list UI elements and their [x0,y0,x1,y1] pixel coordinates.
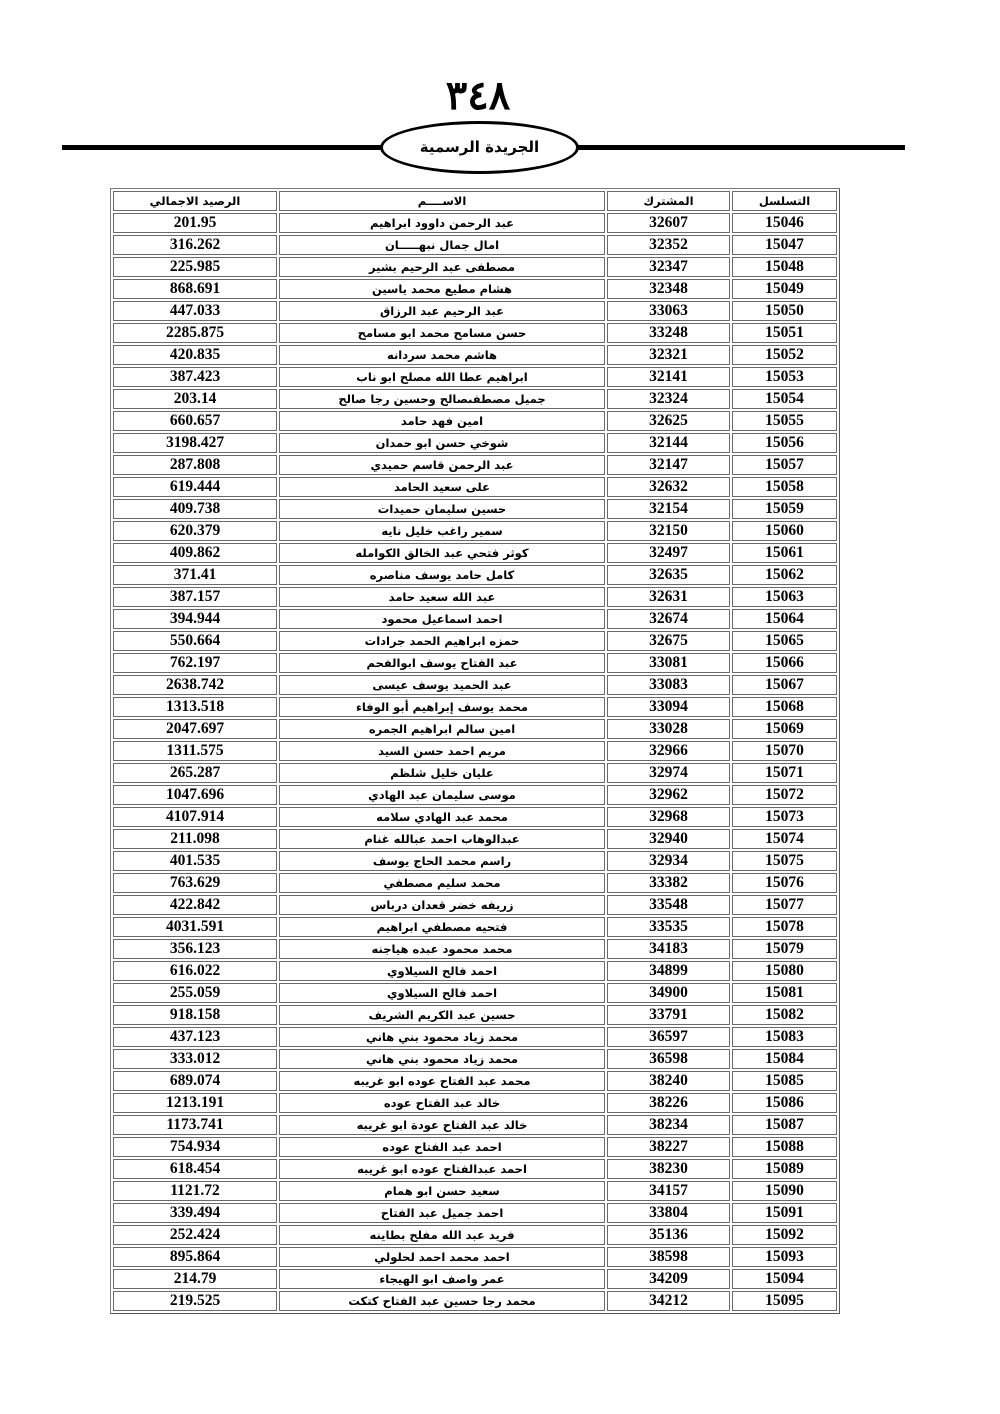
cell-balance: 394.944 [113,609,277,629]
table-row [113,367,837,387]
table-row [113,829,837,849]
cell-serial: 15057 [732,455,837,475]
cell-balance: 895.864 [113,1247,277,1267]
cell-subscriber: 32147 [607,455,730,475]
table-row [113,389,837,409]
cell-subscriber: 32962 [607,785,730,805]
cell-subscriber: 33083 [607,675,730,695]
cell-name: سمير راغب خليل نايه [279,521,605,541]
cell-name: حمزه ابراهيم الحمد جرادات [279,631,605,651]
cell-subscriber: 33548 [607,895,730,915]
table-row [113,257,837,277]
table-row [113,653,837,673]
table-row [113,301,837,321]
cell-serial: 15078 [732,917,837,937]
table-row [113,895,837,915]
cell-subscriber: 32150 [607,521,730,541]
cell-balance: 1311.575 [113,741,277,761]
cell-name: احمد فالح السيلاوي [279,961,605,981]
column-header-name: الاســــم [279,191,605,211]
cell-serial: 15086 [732,1093,837,1113]
cell-subscriber: 32625 [607,411,730,431]
table-row [113,961,837,981]
cell-name: امين فهد حامد [279,411,605,431]
cell-serial: 15046 [732,213,837,233]
cell-serial: 15095 [732,1291,837,1311]
table-row [113,1049,837,1069]
cell-subscriber: 33081 [607,653,730,673]
table-row [113,917,837,937]
table-row [113,1093,837,1113]
cell-name: احمد عبدالفتاح عوده ابو غريبه [279,1159,605,1179]
table-row [113,1027,837,1047]
cell-name: موسى سليمان عبد الهادي [279,785,605,805]
cell-subscriber: 34900 [607,983,730,1003]
cell-serial: 15058 [732,477,837,497]
cell-name: خالد عبد الفتاح عودة ابو غريبه [279,1115,605,1135]
cell-subscriber: 35136 [607,1225,730,1245]
cell-serial: 15060 [732,521,837,541]
cell-serial: 15091 [732,1203,837,1223]
cell-balance: 4107.914 [113,807,277,827]
table-row [113,785,837,805]
cell-subscriber: 32352 [607,235,730,255]
table-row [113,1137,837,1157]
cell-serial: 15073 [732,807,837,827]
page-number: ٣٤٨ [445,72,511,119]
cell-name: عبد الرحمن قاسم حميدي [279,455,605,475]
cell-balance: 401.535 [113,851,277,871]
cell-serial: 15084 [732,1049,837,1069]
table-row [113,1115,837,1135]
table-row [113,565,837,585]
cell-balance: 1173.741 [113,1115,277,1135]
cell-subscriber: 32497 [607,543,730,563]
cell-name: هاشم محمد سردانه [279,345,605,365]
cell-balance: 918.158 [113,1005,277,1025]
cell-balance: 1213.191 [113,1093,277,1113]
table-row [113,1203,837,1223]
cell-balance: 409.738 [113,499,277,519]
cell-balance: 689.074 [113,1071,277,1091]
cell-balance: 1313.518 [113,697,277,717]
cell-name: ابراهيم عطا الله مصلح ابو ناب [279,367,605,387]
cell-balance: 3198.427 [113,433,277,453]
table-row [113,675,837,695]
cell-subscriber: 32968 [607,807,730,827]
cell-name: محمد محمود عبده هياجنه [279,939,605,959]
cell-serial: 15090 [732,1181,837,1201]
cell-serial: 15050 [732,301,837,321]
cell-serial: 15062 [732,565,837,585]
cell-serial: 15070 [732,741,837,761]
cell-serial: 15048 [732,257,837,277]
cell-serial: 15052 [732,345,837,365]
cell-name: سعيد حسن ابو همام [279,1181,605,1201]
cell-balance: 225.985 [113,257,277,277]
cell-balance: 387.157 [113,587,277,607]
column-header-subscriber: المشترك [607,191,730,211]
cell-serial: 15085 [732,1071,837,1091]
table-row [113,543,837,563]
cell-serial: 15069 [732,719,837,739]
table-row [113,1247,837,1267]
cell-subscriber: 32675 [607,631,730,651]
cell-serial: 15081 [732,983,837,1003]
cell-serial: 15066 [732,653,837,673]
table-row [113,1071,837,1091]
cell-serial: 15071 [732,763,837,783]
cell-name: حسين عبد الكريم الشريف [279,1005,605,1025]
cell-name: محمد عبد الفتاح عوده ابو غريبه [279,1071,605,1091]
cell-name: احمد محمد احمد لحلولي [279,1247,605,1267]
cell-subscriber: 32631 [607,587,730,607]
cell-balance: 339.494 [113,1203,277,1223]
cell-name: جميل مصطفىصالح وحسين رجا صالح [279,389,605,409]
cell-serial: 15094 [732,1269,837,1289]
table-header-row [113,191,837,211]
table-row [113,213,837,233]
cell-balance: 763.629 [113,873,277,893]
cell-serial: 15067 [732,675,837,695]
cell-subscriber: 32940 [607,829,730,849]
cell-subscriber: 38230 [607,1159,730,1179]
cell-subscriber: 38226 [607,1093,730,1113]
cell-balance: 2285.875 [113,323,277,343]
cell-subscriber: 32321 [607,345,730,365]
cell-balance: 219.525 [113,1291,277,1311]
cell-balance: 356.123 [113,939,277,959]
cell-subscriber: 36597 [607,1027,730,1047]
cell-serial: 15080 [732,961,837,981]
cell-serial: 15047 [732,235,837,255]
table-row [113,1291,837,1311]
cell-subscriber: 32674 [607,609,730,629]
cell-serial: 15089 [732,1159,837,1179]
cell-balance: 437.123 [113,1027,277,1047]
cell-name: على سعيد الحامد [279,477,605,497]
cell-subscriber: 32966 [607,741,730,761]
cell-serial: 15077 [732,895,837,915]
cell-subscriber: 32324 [607,389,730,409]
cell-balance: 1121.72 [113,1181,277,1201]
publication-title: الجريدة الرسمية [419,138,540,156]
cell-balance: 550.664 [113,631,277,651]
table-row [113,587,837,607]
cell-serial: 15055 [732,411,837,431]
table-row [113,345,837,365]
table-row [113,323,837,343]
cell-subscriber: 32154 [607,499,730,519]
cell-serial: 15088 [732,1137,837,1157]
cell-balance: 618.454 [113,1159,277,1179]
cell-name: حسين سليمان حميدات [279,499,605,519]
cell-subscriber: 33063 [607,301,730,321]
cell-balance: 201.95 [113,213,277,233]
cell-balance: 754.934 [113,1137,277,1157]
cell-name: فتحيه مصطفي ابراهيم [279,917,605,937]
cell-name: حسن مسامح محمد ابو مسامح [279,323,605,343]
cell-name: شوخي حسن ابو حمدان [279,433,605,453]
cell-balance: 255.059 [113,983,277,1003]
cell-subscriber: 33248 [607,323,730,343]
cell-subscriber: 32144 [607,433,730,453]
table-row [113,609,837,629]
cell-balance: 203.14 [113,389,277,409]
cell-serial: 15054 [732,389,837,409]
cell-name: فريد عبد الله مفلح بطاينه [279,1225,605,1245]
table-row [113,433,837,453]
table-row [113,1181,837,1201]
cell-balance: 252.424 [113,1225,277,1245]
cell-balance: 447.033 [113,301,277,321]
cell-balance: 620.379 [113,521,277,541]
subscriber-balance-table [110,188,840,1314]
cell-name: محمد سليم مصطفي [279,873,605,893]
column-header-balance: الرصيد الاجمالي [113,191,277,211]
cell-subscriber: 32974 [607,763,730,783]
cell-serial: 15056 [732,433,837,453]
table-row [113,499,837,519]
cell-balance: 619.444 [113,477,277,497]
cell-serial: 15072 [732,785,837,805]
cell-name: احمد اسماعيل محمود [279,609,605,629]
cell-serial: 15076 [732,873,837,893]
cell-name: امين سالم ابراهيم الجمره [279,719,605,739]
cell-serial: 15051 [732,323,837,343]
cell-serial: 15093 [732,1247,837,1267]
cell-subscriber: 38227 [607,1137,730,1157]
cell-subscriber: 32347 [607,257,730,277]
cell-serial: 15074 [732,829,837,849]
cell-serial: 15079 [732,939,837,959]
cell-serial: 15075 [732,851,837,871]
cell-balance: 420.835 [113,345,277,365]
cell-name: عمر واصف ابو الهيجاء [279,1269,605,1289]
cell-subscriber: 33094 [607,697,730,717]
cell-name: عليان خليل شلظم [279,763,605,783]
cell-name: عبدالوهاب احمد عبالله غنام [279,829,605,849]
cell-balance: 616.022 [113,961,277,981]
cell-subscriber: 32934 [607,851,730,871]
table-row [113,1159,837,1179]
cell-subscriber: 36598 [607,1049,730,1069]
cell-name: عبد الحميد يوسف عيسى [279,675,605,695]
cell-name: محمد عبد الهادي سلامه [279,807,605,827]
cell-serial: 15064 [732,609,837,629]
cell-serial: 15083 [732,1027,837,1047]
cell-subscriber: 34212 [607,1291,730,1311]
cell-name: زريفه خضر قعدان درباس [279,895,605,915]
cell-serial: 15061 [732,543,837,563]
column-header-serial: التسلسل [732,191,837,211]
cell-subscriber: 38240 [607,1071,730,1091]
cell-name: راسم محمد الحاج يوسف [279,851,605,871]
cell-subscriber: 33791 [607,1005,730,1025]
cell-name: محمد يوسف إبراهيم أبو الوفاء [279,697,605,717]
table-row [113,631,837,651]
cell-subscriber: 32141 [607,367,730,387]
cell-subscriber: 34899 [607,961,730,981]
cell-balance: 762.197 [113,653,277,673]
cell-name: احمد جميل عبد الفتاح [279,1203,605,1223]
cell-name: خالد عبد الفتاح عوده [279,1093,605,1113]
cell-subscriber: 32635 [607,565,730,585]
cell-balance: 333.012 [113,1049,277,1069]
cell-balance: 2638.742 [113,675,277,695]
table-row [113,235,837,255]
cell-subscriber: 34209 [607,1269,730,1289]
cell-balance: 409.862 [113,543,277,563]
publication-title-oval [380,121,579,174]
cell-subscriber: 33028 [607,719,730,739]
table-row [113,1269,837,1289]
cell-serial: 15049 [732,279,837,299]
cell-name: عبد الفتاح يوسف ابوالفحم [279,653,605,673]
table-row [113,411,837,431]
table-row [113,279,837,299]
cell-serial: 15053 [732,367,837,387]
cell-name: مصطفى عبد الرحيم بشير [279,257,605,277]
cell-balance: 660.657 [113,411,277,431]
table-body [113,213,837,1311]
cell-subscriber: 32348 [607,279,730,299]
cell-subscriber: 33804 [607,1203,730,1223]
cell-subscriber: 33535 [607,917,730,937]
cell-balance: 1047.696 [113,785,277,805]
cell-balance: 387.423 [113,367,277,387]
cell-name: عبد الله سعيد حامد [279,587,605,607]
cell-name: احمد عبد الفتاح عوده [279,1137,605,1157]
cell-serial: 15092 [732,1225,837,1245]
table-row [113,1225,837,1245]
cell-serial: 15059 [732,499,837,519]
cell-balance: 2047.697 [113,719,277,739]
cell-serial: 15087 [732,1115,837,1135]
cell-name: هشام مطيع محمد ياسين [279,279,605,299]
cell-balance: 422.842 [113,895,277,915]
table-row [113,477,837,497]
table-row [113,741,837,761]
cell-name: امال جمال نبهـــــان [279,235,605,255]
cell-balance: 868.691 [113,279,277,299]
table-row [113,1005,837,1025]
table-row [113,807,837,827]
cell-balance: 4031.591 [113,917,277,937]
cell-serial: 15082 [732,1005,837,1025]
cell-balance: 316.262 [113,235,277,255]
table-row [113,873,837,893]
cell-balance: 287.808 [113,455,277,475]
cell-subscriber: 34183 [607,939,730,959]
table-row [113,455,837,475]
cell-name: عبد الرحمن داوود ابراهيم [279,213,605,233]
cell-balance: 214.79 [113,1269,277,1289]
cell-serial: 15068 [732,697,837,717]
table-row [113,763,837,783]
cell-subscriber: 38234 [607,1115,730,1135]
table-row [113,983,837,1003]
cell-name: مريم احمد حسن السيد [279,741,605,761]
cell-name: كوثر فتحي عبد الخالق الكوامله [279,543,605,563]
cell-name: احمد فالح السيلاوي [279,983,605,1003]
cell-serial: 15065 [732,631,837,651]
cell-name: كامل حامد يوسف مناصره [279,565,605,585]
table-row [113,939,837,959]
cell-subscriber: 32607 [607,213,730,233]
table-row [113,719,837,739]
cell-name: محمد زياد محمود بني هاني [279,1027,605,1047]
table-row [113,697,837,717]
cell-subscriber: 34157 [607,1181,730,1201]
cell-subscriber: 32632 [607,477,730,497]
cell-balance: 371.41 [113,565,277,585]
cell-balance: 211.098 [113,829,277,849]
cell-name: محمد رجا حسين عبد الفتاح كتكت [279,1291,605,1311]
cell-balance: 265.287 [113,763,277,783]
table-row [113,851,837,871]
cell-subscriber: 38598 [607,1247,730,1267]
table-row [113,521,837,541]
cell-name: عبد الرحيم عبد الرزاق [279,301,605,321]
cell-name: محمد زياد محمود بني هاني [279,1049,605,1069]
cell-subscriber: 33382 [607,873,730,893]
cell-serial: 15063 [732,587,837,607]
